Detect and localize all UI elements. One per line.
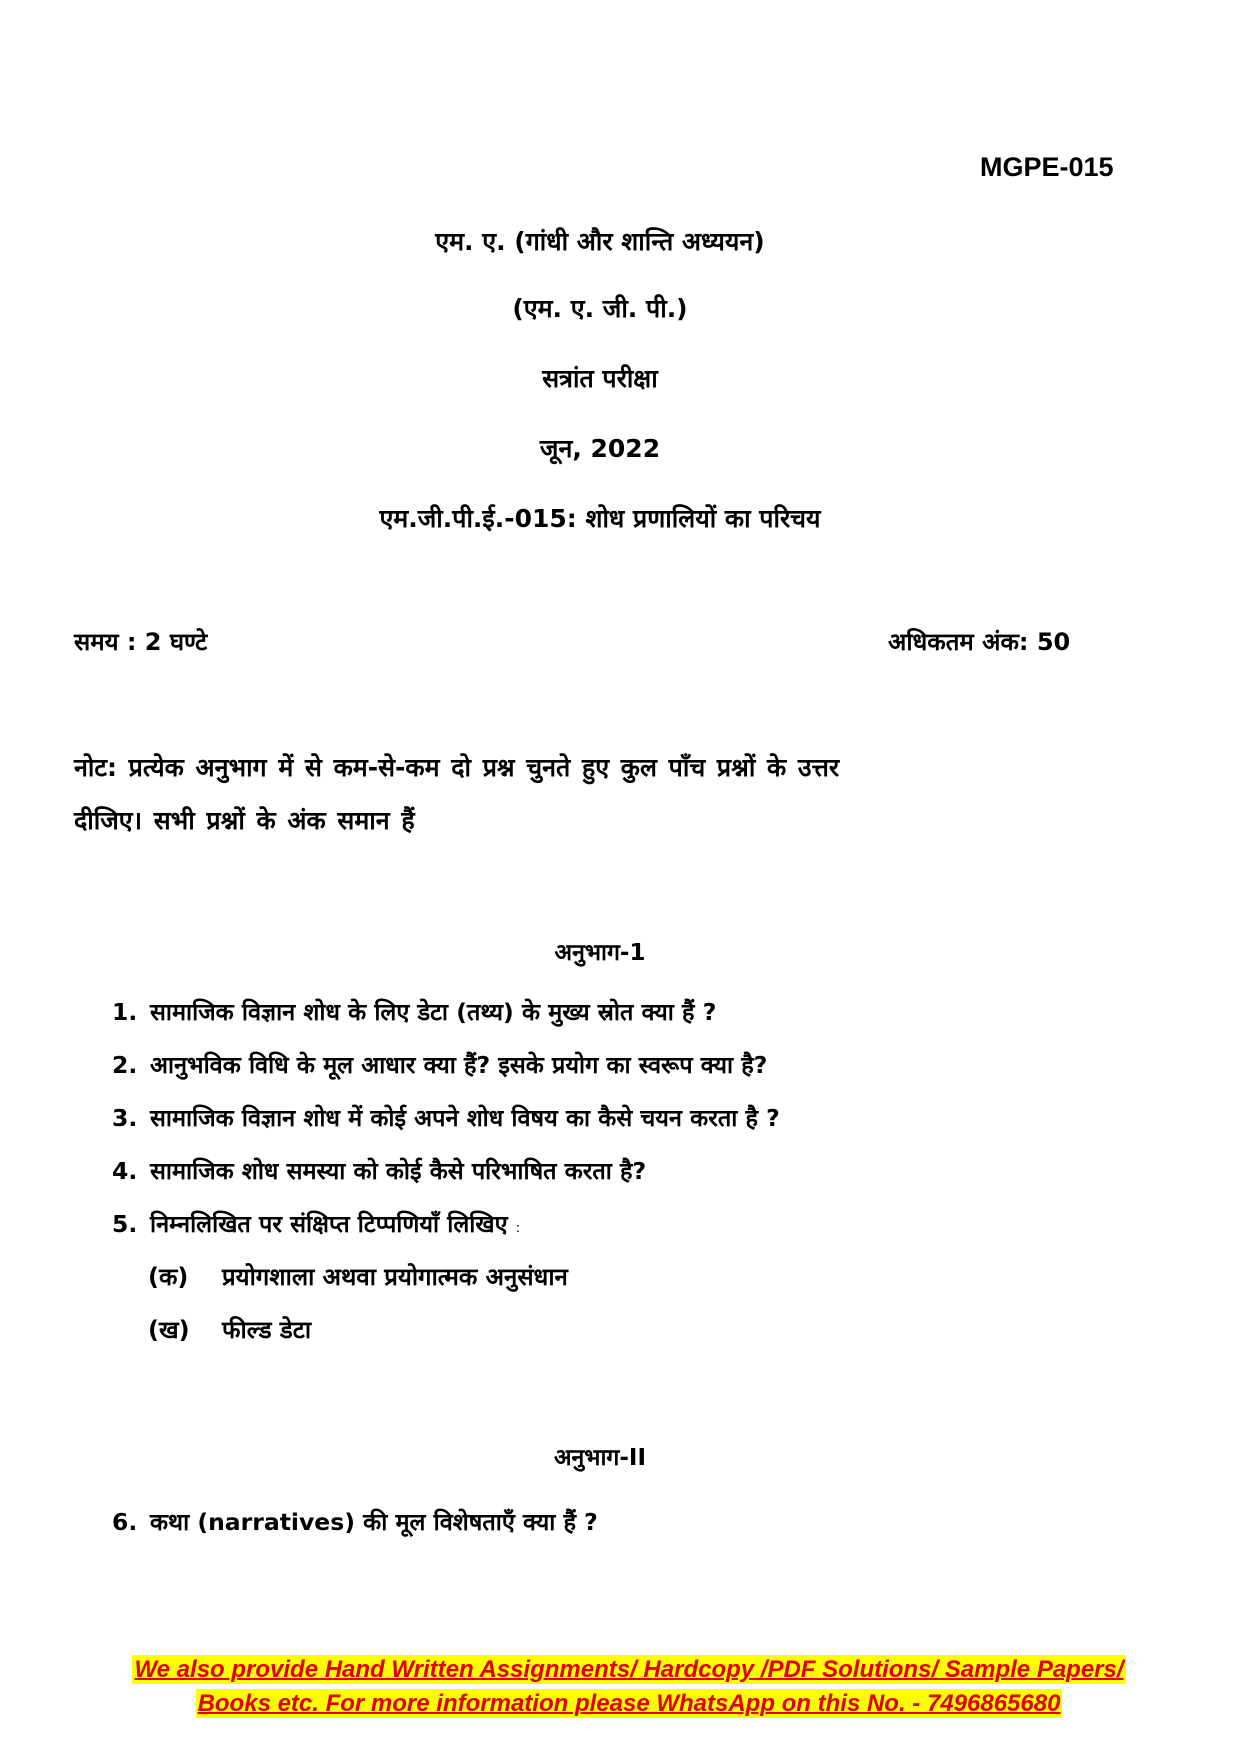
course-title: एम.जी.पी.ई.-015: शोध प्रणालियों का परिचय bbox=[379, 504, 821, 533]
question-text: निम्नलिखित पर संक्षिप्त टिप्पणियाँ लिखिए bbox=[150, 1210, 508, 1238]
question-text: आनुभविक विधि के मूल आधार क्या हैं? इसके प्रयोग का स्वरूप क्या है? bbox=[150, 1051, 768, 1079]
subpart-text: प्रयोगशाला अथवा प्रयोगात्मक अनुसंधान bbox=[222, 1263, 568, 1291]
promo-text: We also provide Hand Written Assignments/ Hardcopy /PDF Solutions/ Sample Papers/ bbox=[134, 1656, 1124, 1683]
programme-name: एम. ए. (गांधी और शान्ति अध्ययन) bbox=[435, 227, 765, 256]
instructions-note-line1: नोट: प्रत्येक अनुभाग में से कम-से-कम दो प्रश्न चुनते हुए कुल पाँच प्रश्नों के उत्तर bbox=[74, 753, 840, 782]
question-text: सामाजिक विज्ञान शोध में कोई अपने शोध विषय का कैसे चयन करता है ? bbox=[150, 1104, 780, 1132]
subpart-label: (क) bbox=[148, 1263, 189, 1291]
question-5 bbox=[112, 1207, 520, 1239]
question-number: 5. bbox=[112, 1210, 138, 1238]
question-text: सामाजिक विज्ञान शोध के लिए डेटा (तथ्य) के मुख्य स्रोत क्या हैं ? bbox=[150, 998, 717, 1026]
question-number: 2. bbox=[112, 1051, 138, 1079]
time-allowed: समय : 2 घण्टे bbox=[74, 628, 208, 656]
question-number: 6. bbox=[112, 1508, 138, 1536]
promo-line-2 bbox=[0, 1690, 1241, 1718]
question-1 bbox=[112, 995, 716, 1027]
question-6 bbox=[112, 1505, 598, 1537]
question-number: 3. bbox=[112, 1104, 138, 1132]
question-number: 1. bbox=[112, 998, 138, 1026]
course-code: MGPE-015 bbox=[980, 152, 1114, 182]
section-title: अनुभाग-1 bbox=[554, 940, 646, 966]
section-title: अनुभाग-II bbox=[553, 1445, 647, 1471]
question-suffix: : bbox=[515, 1221, 521, 1236]
question-4 bbox=[112, 1154, 646, 1186]
exam-session: जून, 2022 bbox=[539, 434, 661, 463]
promo-line-1 bbox=[0, 1656, 1241, 1684]
maximum-marks: अधिकतम अंक: 50 bbox=[888, 628, 1071, 656]
promo-text-whatsapp: Books etc. For more information please WhatsApp on this No. - 7496865680 bbox=[197, 1690, 1061, 1717]
question-2 bbox=[112, 1048, 767, 1080]
question-number: 4. bbox=[112, 1157, 138, 1185]
question-text: सामाजिक शोध समस्या को कोई कैसे परिभाषित करता है? bbox=[150, 1157, 647, 1185]
question-3 bbox=[112, 1101, 780, 1133]
exam-type: सत्रांत परीक्षा bbox=[542, 364, 658, 393]
subpart-text: फील्ड डेटा bbox=[222, 1316, 312, 1344]
instructions-note-line2: दीजिए। सभी प्रश्नों के अंक समान हैं bbox=[74, 806, 415, 835]
programme-abbreviation: (एम. ए. जी. पी.) bbox=[512, 294, 688, 323]
question-text: कथा (narratives) की मूल विशेषताएँ क्या हैं ? bbox=[150, 1508, 598, 1536]
subpart-label: (ख) bbox=[148, 1316, 190, 1344]
question-5-part-a bbox=[148, 1260, 568, 1293]
question-5-part-b bbox=[148, 1313, 311, 1346]
